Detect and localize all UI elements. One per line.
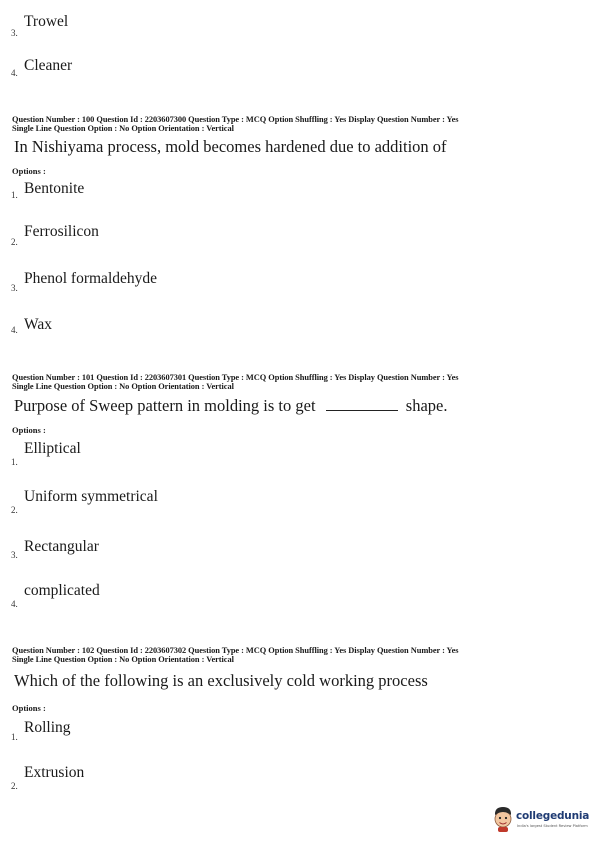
option-number: 3.	[11, 283, 18, 293]
option-text: Ferrosilicon	[24, 223, 99, 240]
brand-name: collegedunia	[516, 810, 590, 822]
question-meta-line: Single Line Question Option : No Option Orientation : Vertical	[12, 123, 234, 133]
question-text	[14, 396, 448, 416]
mascot-face-icon	[492, 805, 514, 833]
question-meta-line: Question Number : 100 Question Id : 2203607300 Question Type : MCQ Option Shuffling : Yes Display Question Number : Yes	[12, 115, 459, 124]
question-meta-line: Question Number : 102 Question Id : 2203607302 Question Type : MCQ Option Shuffling : Yes Display Question Number : Yes	[12, 646, 459, 655]
options-label: Options :	[12, 166, 46, 176]
option-item[interactable]	[0, 538, 560, 562]
option-number: 3.	[11, 550, 18, 560]
question-meta	[12, 116, 572, 133]
option-item[interactable]	[0, 582, 560, 609]
option-number: 2.	[11, 237, 18, 247]
option-item	[0, 13, 560, 37]
option-number: 2.	[11, 781, 18, 791]
question-text-end: shape.	[405, 396, 448, 415]
option-item[interactable]	[0, 223, 560, 247]
option-text: Cleaner	[24, 57, 73, 74]
options-label: Options :	[12, 425, 46, 435]
option-item[interactable]	[0, 440, 560, 467]
option-item[interactable]	[0, 316, 560, 340]
option-item[interactable]	[0, 719, 560, 743]
option-item[interactable]	[0, 180, 560, 204]
brand-tagline: India's largest Student Review Platform	[517, 824, 588, 828]
option-item[interactable]	[0, 488, 560, 515]
question-meta	[12, 647, 572, 664]
option-text: Elliptical	[24, 440, 81, 457]
question-text: Which of the following is an exclusively cold working process	[14, 671, 428, 690]
options-label: Options :	[12, 703, 46, 713]
question-text: In Nishiyama process, mold becomes hardened due to addition of	[14, 137, 447, 156]
option-text: Uniform symmetrical	[24, 488, 158, 505]
question-meta-line: Single Line Question Option : No Option Orientation : Vertical	[12, 654, 234, 664]
option-text: Rolling	[24, 719, 71, 736]
option-number: 3.	[11, 28, 18, 38]
question-text-start: Purpose of Sweep pattern in molding is to get	[14, 396, 316, 415]
question-meta-line: Single Line Question Option : No Option Orientation : Vertical	[12, 381, 234, 391]
option-number: 1.	[11, 732, 18, 742]
option-text: Rectangular	[24, 538, 99, 555]
option-text: complicated	[24, 582, 100, 599]
option-text: Wax	[24, 316, 53, 333]
option-item[interactable]	[0, 270, 560, 294]
option-text: Trowel	[24, 13, 69, 30]
option-number: 4.	[11, 325, 18, 335]
option-text: Phenol formaldehyde	[24, 270, 158, 287]
question-meta-line: Question Number : 101 Question Id : 2203607301 Question Type : MCQ Option Shuffling : Yes Display Question Number : Yes	[12, 373, 459, 382]
option-number: 1.	[11, 457, 18, 467]
question-meta	[12, 374, 572, 391]
option-number: 4.	[11, 599, 18, 609]
option-number: 4.	[11, 68, 18, 78]
option-number: 1.	[11, 190, 18, 200]
collegedunia-logo	[492, 805, 592, 835]
option-number: 2.	[11, 505, 18, 515]
option-text: Bentonite	[24, 180, 85, 197]
option-item	[0, 57, 560, 81]
option-text: Extrusion	[24, 764, 85, 781]
option-item[interactable]	[0, 764, 560, 791]
answer-blank	[326, 396, 398, 411]
